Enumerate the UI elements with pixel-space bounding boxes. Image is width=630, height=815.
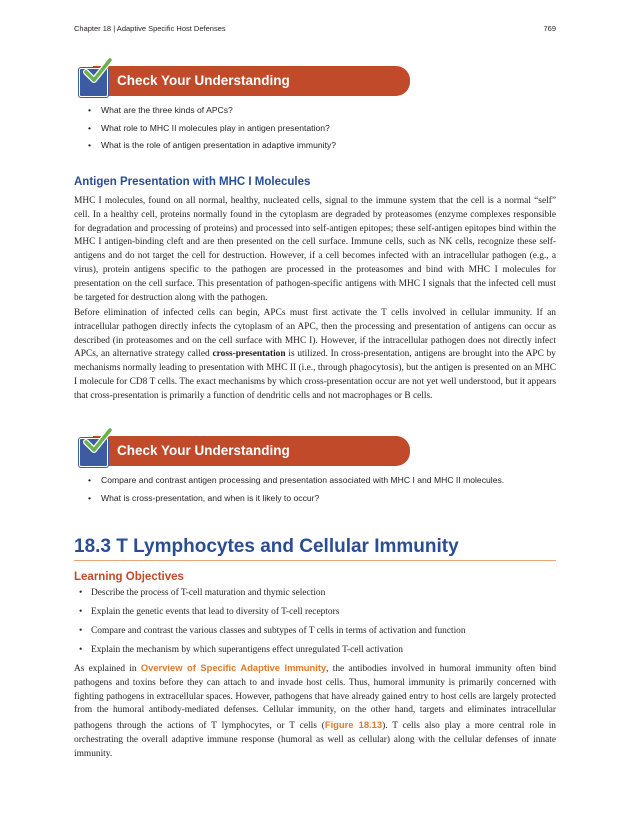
section-title: 18.3 T Lymphocytes and Cellular Immunity [74,536,459,557]
figure-link[interactable]: Figure 18.13 [324,719,383,731]
section-heading: Antigen Presentation with MHC I Molecules [74,176,311,188]
running-header [74,24,556,33]
check-understanding-banner [79,66,410,99]
banner-title: Check Your Understanding [117,73,290,88]
page-number: 769 [543,24,556,33]
list-item: • Explain the mechanism by which superantigens effect unregulated T-cell activation [79,645,466,664]
checkmark-icon [82,57,112,87]
key-term: cross-presentation [212,349,286,360]
chapter-title: Chapter 18 | Adaptive Specific Host Defenses [74,24,226,33]
list-item: • What is cross-presentation, and when is it likely to occur? [88,493,504,511]
learning-objectives-list [79,588,466,664]
list-item: • Explain the genetic events that lead to diversity of T-cell receptors [79,607,466,626]
cyu-question-list [88,105,336,158]
checkmark-icon [82,427,112,457]
body-paragraph: MHC I molecules, found on all normal, healthy, nucleated cells, signal to the immune system that the cell is a normal “self” cell. In a healthy cell, proteins normally found in the cytoplasm are degraded by proteasomes (enzyme complexes responsible for degradation and processing of proteins) and processed into self-antigen epitopes; these self-antigen epitopes bind within the MHC I antigen-binding cleft and are then presented on the cell surface. Immune cells, such as NK cells, recognize these self-antigens and do not target the cell for destruction. However, if a cell becomes infected with an intracellular pathogen (e.g., a virus), protein antigens specific to the pathogen are processed in the proteasomes and bind with MHC I molecules for presentation on the cell surface. This presentation of pathogen-specific antigens with MHC I signals that the infected cell must be targeted for destruction along with the pathogen. [74,196,556,303]
list-item: • Compare and contrast antigen processing and presentation associated with MHC I and MHC II molecules. [88,475,504,493]
learning-objectives-heading: Learning Objectives [74,571,184,583]
banner-title: Check Your Understanding [117,443,290,458]
section-divider [74,560,556,561]
list-item: • What is the role of antigen presentation in adaptive immunity? [88,140,336,158]
list-item: • Describe the process of T-cell maturation and thymic selection [79,588,466,607]
body-paragraph: Before elimination of infected cells can begin, APCs must first activate the T cells involved in cellular immunity. If an intracellular pathogen directly infects the cytoplasm of an APC, then the processing and presentation of antigens can occur as described (in proteasomes and on the cell surface with MHC I). However, if the intracellular pathogen does not directly infect APCs, an alternative strategy called cross-presentation is utilized. In cross-presentation, antigens are brought into the APC by mechanisms normally leading to presentation with MHC II (i.e., through phagocytosis), but the antigen is presented on an MHC I molecule for CD8 T cells. The exact mechanisms by which cross-presentation occur are not yet well understood, but it appears that cross-presentation is primarily a function of dendritic cells and not macrophages or B cells. [74,308,556,401]
overview-link[interactable]: Overview of Specific Adaptive Immunity [140,662,327,673]
cyu-question-list [88,475,504,510]
list-item: • Compare and contrast the various classes and subtypes of T cells in terms of activation and function [79,626,466,645]
list-item: • What role to MHC II molecules play in antigen presentation? [88,123,336,141]
list-item: • What are the three kinds of APCs? [88,105,336,123]
check-understanding-banner [79,436,410,469]
body-paragraph: As explained in Overview of Specific Adaptive Immunity, the antibodies involved in humoral immunity often bind pathogens and toxins before they can attach to and invade host cells. Thus, humoral immunity is primarily concerned with fighting pathogens in extracellular spaces. However, pathogens that have already gained entry to host cells are largely protected from the humoral antibody-mediated defenses. Cellular immunity, on the other hand, targets and eliminates intracellular pathogens through the actions of T lymphocytes, or T cells (Figure 18.13). T cells also play a more central role in orchestrating the overall adaptive immune response (humoral as well as cellular) along with the cellular defenses of innate immunity. [74,662,557,759]
